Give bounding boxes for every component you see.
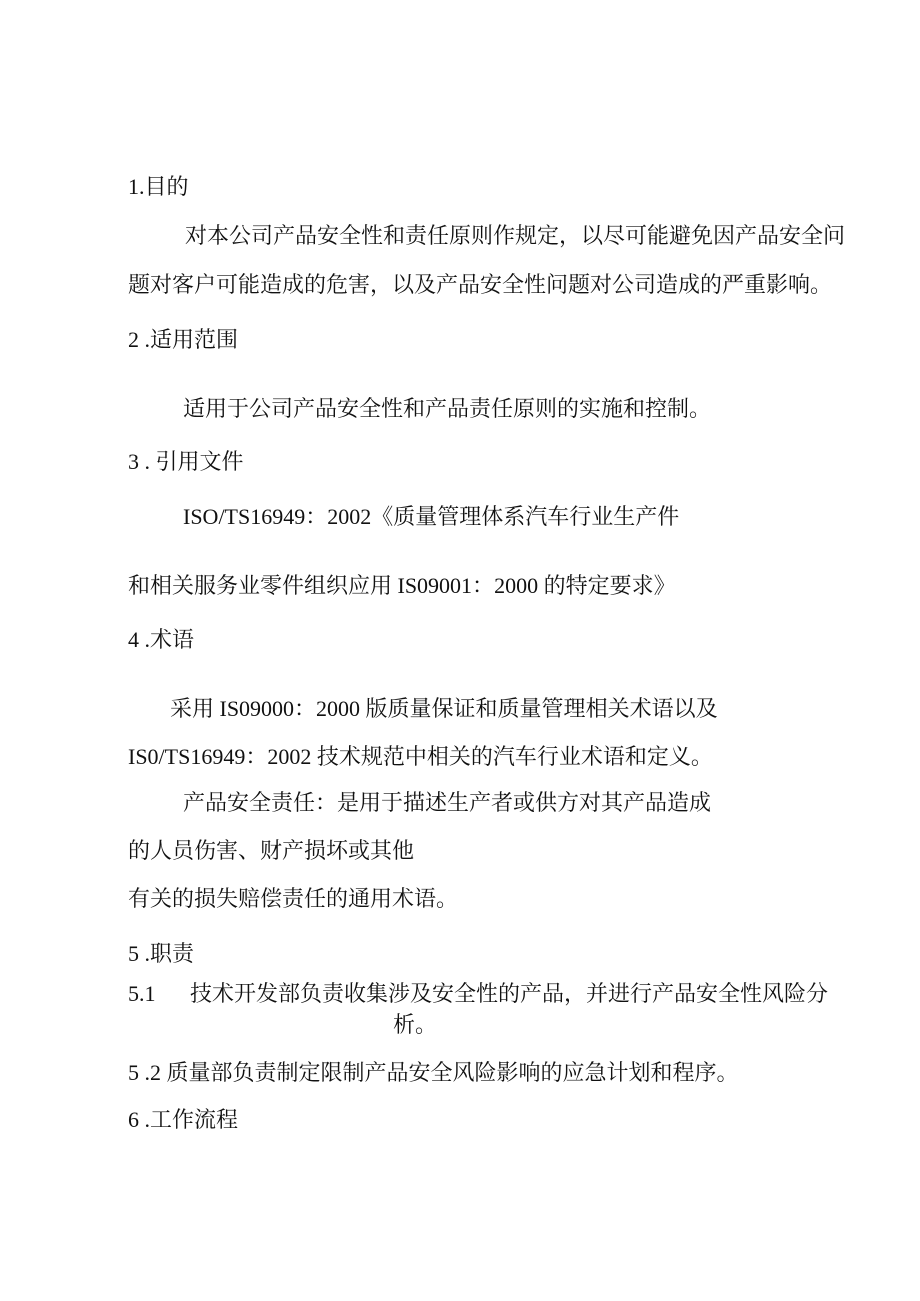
terms-line: 采用 IS09000：2000 版质量保证和质量管理相关术语以及 bbox=[170, 696, 718, 721]
section-heading-references: 3 . 引用文件 bbox=[128, 449, 244, 474]
responsibility-item-text: 析。 bbox=[393, 1012, 438, 1037]
references-line: 和相关服务业零件组织应用 IS09001：2000 的特定要求》 bbox=[128, 573, 676, 598]
terms-definition-line: 产品安全责任：是用于描述生产者或供方对其产品造成 bbox=[183, 790, 712, 815]
terms-line: IS0/TS16949：2002 技术规范中相关的汽车行业术语和定义。 bbox=[128, 744, 713, 769]
section-heading-purpose: 1.目的 bbox=[128, 174, 189, 199]
references-line: ISO/TS16949：2002《质量管理体系汽车行业生产件 bbox=[183, 504, 680, 529]
section-heading-scope: 2 .适用范围 bbox=[128, 327, 239, 352]
responsibility-item-text: 技术开发部负责收集涉及安全性的产品，并进行产品安全性风险分 bbox=[190, 981, 829, 1006]
responsibility-item: 5 .2 质量部负责制定限制产品安全风险影响的应急计划和程序。 bbox=[128, 1060, 739, 1085]
terms-definition-line: 的人员伤害、财产损坏或其他 bbox=[128, 838, 415, 863]
terms-definition-line: 有关的损失赔偿责任的通用术语。 bbox=[128, 886, 459, 911]
scope-paragraph: 适用于公司产品安全性和产品责任原则的实施和控制。 bbox=[183, 396, 712, 421]
section-heading-terms: 4 .术语 bbox=[128, 627, 195, 652]
section-heading-workflow: 6 .工作流程 bbox=[128, 1107, 239, 1132]
section-heading-responsibilities: 5 .职责 bbox=[128, 941, 195, 966]
purpose-paragraph-line: 对本公司产品安全性和责任原则作规定，以尽可能避免因产品安全问 bbox=[185, 223, 846, 248]
responsibility-item-number: 5.1 bbox=[128, 981, 156, 1006]
purpose-paragraph-line: 题对客户可能造成的危害，以及产品安全性问题对公司造成的严重影响。 bbox=[128, 272, 833, 297]
